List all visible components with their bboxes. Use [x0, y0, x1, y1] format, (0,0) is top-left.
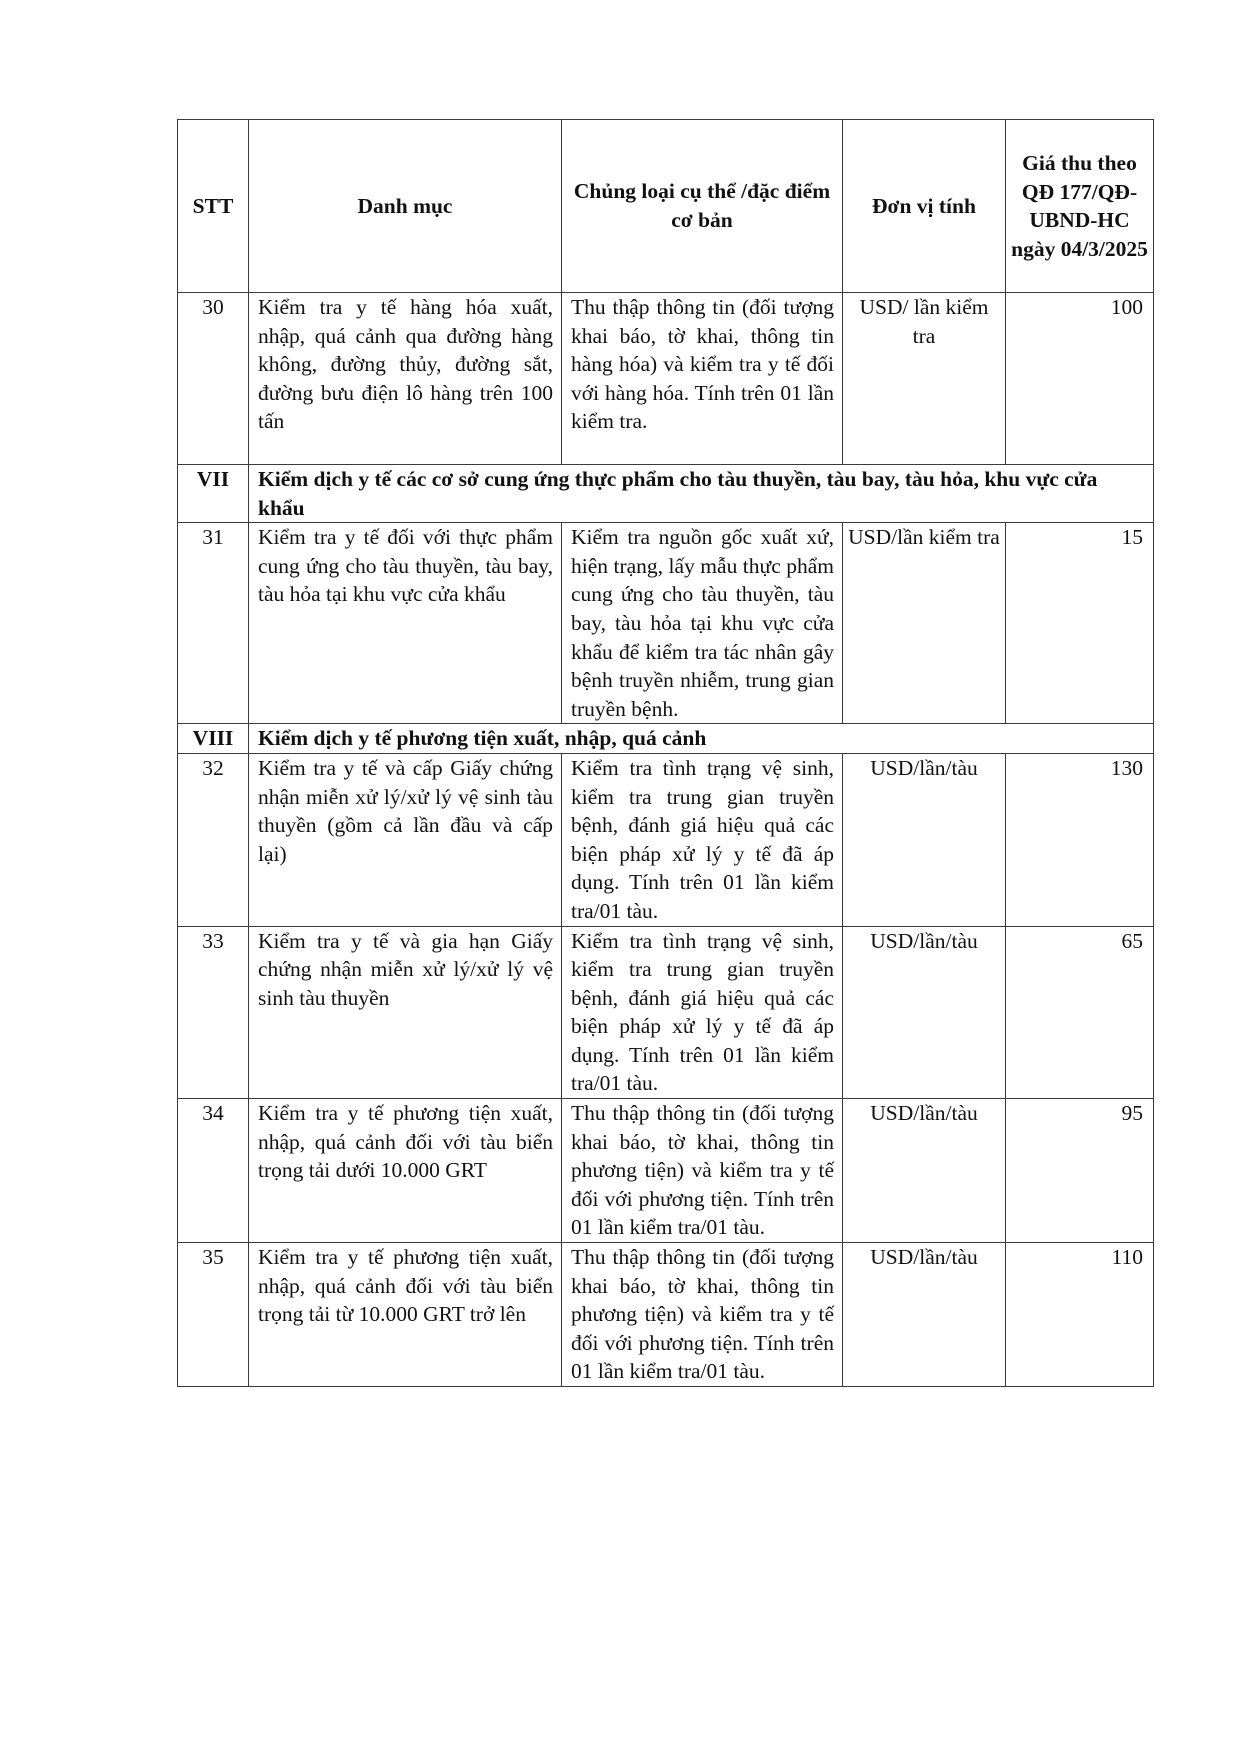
- cell-type: Kiểm tra nguồn gốc xuất xứ, hiện trạng, lấy mẫu thực phẩm cung ứng cho tàu thuyền, tàu bay, tàu hỏa tại khu vực cửa khẩu để kiểm tra tác nhân gây bệnh truyền nhiễm, trung gian truyền bệnh.: [562, 523, 843, 724]
- header-price: Giá thu theo QĐ 177/QĐ-UBND-HC ngày 04/3/2025: [1006, 120, 1154, 293]
- cell-price: 100: [1006, 293, 1154, 465]
- cell-category: Kiểm tra y tế và gia hạn Giấy chứng nhận miễn xử lý/xử lý vệ sinh tàu thuyền: [249, 926, 562, 1099]
- table-row: [178, 1243, 1154, 1387]
- cell-price: 65: [1006, 926, 1154, 1099]
- cell-type: Kiểm tra tình trạng vệ sinh, kiểm tra trung gian truyền bệnh, đánh giá hiệu quả các biện pháp xử lý y tế đã áp dụng. Tính trên 01 lần kiểm tra/01 tàu.: [562, 753, 843, 926]
- cell-price: 15: [1006, 523, 1154, 724]
- section-row-viii: [178, 724, 1154, 754]
- table-row: [178, 1099, 1154, 1243]
- document-page: [177, 119, 1154, 1387]
- cell-unit: USD/ lần kiểm tra: [843, 293, 1006, 465]
- section-title: Kiểm dịch y tế các cơ sở cung ứng thực phẩm cho tàu thuyền, tàu bay, tàu hỏa, khu vực cửa khẩu: [249, 465, 1154, 523]
- header-unit: Đơn vị tính: [843, 120, 1006, 293]
- section-number: VII: [178, 465, 249, 523]
- section-row-vii: [178, 465, 1154, 523]
- header-type: Chủng loại cụ thể /đặc điểm cơ bản: [562, 120, 843, 293]
- cell-stt: 31: [178, 523, 249, 724]
- section-number: VIII: [178, 724, 249, 754]
- cell-stt: 34: [178, 1099, 249, 1243]
- cell-type: Thu thập thông tin (đối tượng khai báo, tờ khai, thông tin phương tiện) và kiểm tra y tế đối với phương tiện. Tính trên 01 lần kiểm tra/01 tàu.: [562, 1243, 843, 1387]
- section-title: Kiểm dịch y tế phương tiện xuất, nhập, quá cảnh: [249, 724, 1154, 754]
- cell-category: Kiểm tra y tế phương tiện xuất, nhập, quá cảnh đối với tàu biển trọng tải dưới 10.000 GRT: [249, 1099, 562, 1243]
- cell-stt: 32: [178, 753, 249, 926]
- cell-unit: USD/lần/tàu: [843, 753, 1006, 926]
- table-row: [178, 523, 1154, 724]
- cell-price: 110: [1006, 1243, 1154, 1387]
- cell-unit: USD/lần kiểm tra: [843, 523, 1006, 724]
- cell-category: Kiểm tra y tế phương tiện xuất, nhập, quá cảnh đối với tàu biển trọng tải từ 10.000 GRT trở lên: [249, 1243, 562, 1387]
- cell-stt: 33: [178, 926, 249, 1099]
- cell-stt: 35: [178, 1243, 249, 1387]
- table-row: [178, 926, 1154, 1099]
- cell-stt: 30: [178, 293, 249, 465]
- cell-unit: USD/lần/tàu: [843, 1243, 1006, 1387]
- cell-type: Kiểm tra tình trạng vệ sinh, kiểm tra trung gian truyền bệnh, đánh giá hiệu quả các biện pháp xử lý y tế đã áp dụng. Tính trên 01 lần kiểm tra/01 tàu.: [562, 926, 843, 1099]
- table-row: [178, 753, 1154, 926]
- fee-table: [177, 119, 1154, 1387]
- header-stt: STT: [178, 120, 249, 293]
- cell-type: Thu thập thông tin (đối tượng khai báo, tờ khai, thông tin hàng hóa) và kiểm tra y tế đối với hàng hóa. Tính trên 01 lần kiểm tra.: [562, 293, 843, 465]
- header-category: Danh mục: [249, 120, 562, 293]
- cell-price: 130: [1006, 753, 1154, 926]
- cell-category: Kiểm tra y tế hàng hóa xuất, nhập, quá cảnh qua đường hàng không, đường thủy, đường sắt, đường bưu điện lô hàng trên 100 tấn: [249, 293, 562, 465]
- table-row: [178, 293, 1154, 465]
- cell-unit: USD/lần/tàu: [843, 926, 1006, 1099]
- cell-category: Kiểm tra y tế đối với thực phẩm cung ứng cho tàu thuyền, tàu bay, tàu hỏa tại khu vực cửa khẩu: [249, 523, 562, 724]
- table-header-row: [178, 120, 1154, 293]
- cell-price: 95: [1006, 1099, 1154, 1243]
- cell-type: Thu thập thông tin (đối tượng khai báo, tờ khai, thông tin phương tiện) và kiểm tra y tế đối với phương tiện. Tính trên 01 lần kiểm tra/01 tàu.: [562, 1099, 843, 1243]
- cell-category: Kiểm tra y tế và cấp Giấy chứng nhận miễn xử lý/xử lý vệ sinh tàu thuyền (gồm cả lần đầu và cấp lại): [249, 753, 562, 926]
- cell-unit: USD/lần/tàu: [843, 1099, 1006, 1243]
